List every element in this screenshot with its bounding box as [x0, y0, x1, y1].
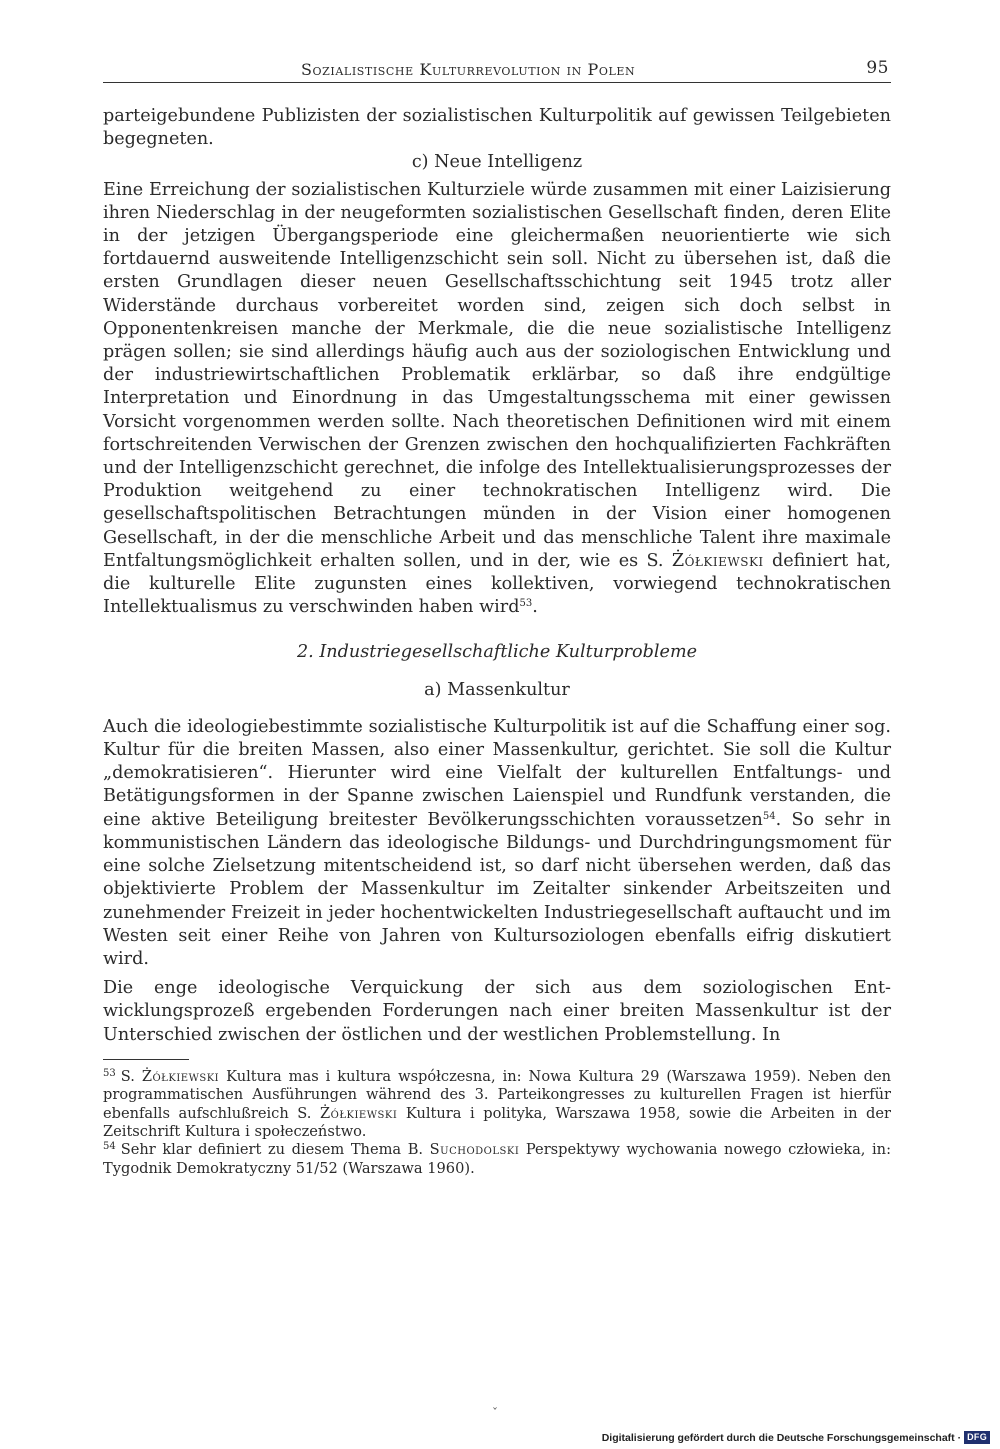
footnote-54 — [103, 1141, 891, 1178]
dfg-notice — [602, 1431, 990, 1444]
subheading-neue-intelligenz: c) Neue Intelligenz — [411, 152, 583, 173]
dfg-notice-text: Digitalisierung gefördert durch die Deutsche Forschungsgemeinschaft · — [601, 1431, 962, 1444]
text-run: Kultura mas i kultura współczesna, in: Nowa Kultura 29 (Warszawa 1959). Neben den programmatischen Ausführungen während des 3. Parteikongresses zu kulturellen Fragen ist hierfür ebenfalls aufschlußreich S. — [103, 1067, 892, 1122]
text-run: Sehr klar definiert zu diesem Thema B. — [120, 1141, 424, 1159]
text-run: definiert hat, die kulturelle Elite zugunsten eines kollektiven, vorwiegend technokratischen Intellektualismus zu verschwinden haben wird — [103, 550, 892, 618]
text-run: S. — [120, 1067, 135, 1085]
footnote-rule — [103, 1059, 189, 1060]
body-text — [103, 105, 891, 1047]
running-header — [103, 58, 891, 83]
page-number: 95 — [866, 58, 889, 78]
running-title: Sozialistische Kulturrevolution in Polen — [301, 60, 636, 79]
author-name: Suchodolski — [429, 1141, 520, 1159]
document-page — [103, 58, 891, 1178]
printer-mark: ˇ — [492, 1406, 498, 1420]
text-run: Auch die ideologiebestimmte sozialistische Kulturpolitik ist auf die Schaffung einer sog. Kultur für die breiten Massen, also einer Massenkultur, gerichtet. Sie soll die Kultur „demokratisieren“. Hierunter wird eine Vielfalt der kulturellen Entfaltungs- und Betätigungsformen in der Spanne zwischen Laienspiel und Rundfunk verstanden, die eine aktive Beteiligung breitester Bevölkerungsschichten voraussetzen — [103, 716, 891, 830]
author-name: Żółkiewski — [671, 550, 764, 571]
paragraph-verquickung: Die enge ideologische Verquickung der sich aus dem soziologischen Entwicklungsprozeß ergebenden Forderungen nach einer breiten Massenkultur ist der Unterschied zwischen der östlichen und der westlichen Problemstellung. In — [103, 978, 891, 1045]
footnote-ref: 53 — [519, 598, 533, 610]
footnote-number: 54 — [103, 1141, 116, 1153]
paragraph-neue-intelligenz — [103, 179, 891, 620]
dfg-logo-icon: DFG — [964, 1431, 990, 1444]
author-name: Żółkiewski — [141, 1067, 220, 1085]
author-name: Żółkiewski — [319, 1104, 398, 1122]
text-run: Kultura i polityka, Warszawa 1958, sowie die Arbeiten in der Zeitschrift Kultura i społeczeństwo. — [103, 1104, 891, 1140]
footnote-number: 53 — [103, 1067, 116, 1079]
text-run: . So sehr in kommunistischen Ländern das ideologische Bildungs- und Durchdringungsmoment für eine solche Zielsetzung mitentscheidend ist, so darf nicht übersehen werden, daß das objektivierte Problem der Massenkultur im Zeitalter sinkender Arbeitszeiten und zunehmender Freizeit in jeder hochentwickelten Industriegesellschaft auftaucht und im Westen seit einer Reihe von Jahren von Kultursoziologen ebenfalls eifrig diskutiert wird. — [103, 809, 891, 969]
subheading-massenkultur: a) Massenkultur — [424, 679, 570, 700]
text-run: Perspektywy wychowania nowego człowieka, in: Tygodnik Demokratyczny 51/52 (Warszawa 1960). — [103, 1141, 892, 1177]
text-run: . — [532, 597, 538, 618]
footnote-ref: 54 — [762, 810, 776, 822]
paragraph-continuation: parteigebundene Publizisten der sozialistischen Kulturpolitik auf gewissen Teilgebieten begegneten. — [103, 106, 891, 150]
footnote-53 — [103, 1068, 891, 1142]
paragraph-massenkultur — [103, 716, 891, 971]
text-run: Eine Erreichung der sozialistischen Kulturziele würde zusammen mit einer Laizisierung ihren Niederschlag in der neugeformten sozialistischen Gesellschaft finden, deren Elite in der jetzigen Übergangsperiode eine gleichermaßen neuorientierte wie sich fortdauernd ausweitende Intelligenzschicht sein soll. Nicht zu übersehen ist, daß die ersten Grundlagen dieser neuen Gesellschaftsschichtung seit 1945 trotz aller Widerstände durchaus vorbereitet worden sind, zeigen sich doch selbst in Opponentenkreisen manche der Merkmale, die die neue sozialistische Intelligenz prägen sollen; sie sind allerdings häufig auch aus der soziologischen Entwicklung und der industriewirtschaftlichen Problematik erklärbar, so daß ihre endgültige Interpretation und Einordnung in das Umgestaltungsschema mit einer gewissen Vorsicht vorgenommen werden sollte. Nach theoretischen Definitionen wird mit einem fortschreitenden Verwischen der Grenzen zwischen den hochqualifizierten Fachkräften und der Intelligenzschicht gerechnet, die infolge des Intellektualisierungsprozesses der Produktion weitgehend zu einer technokratischen Intelligenz wird. Die gesellschaftspolitischen Betrachtungen münden in der Vision einer homogenen Gesellschaft, in der die menschliche Arbeit und das menschliche Talent ihre maximale Entfaltungsmöglichkeit erhalten sollen, und in der, wie es S. — [103, 179, 891, 571]
section-title: 2. Industriegesellschaftliche Kulturprobleme — [296, 642, 698, 663]
